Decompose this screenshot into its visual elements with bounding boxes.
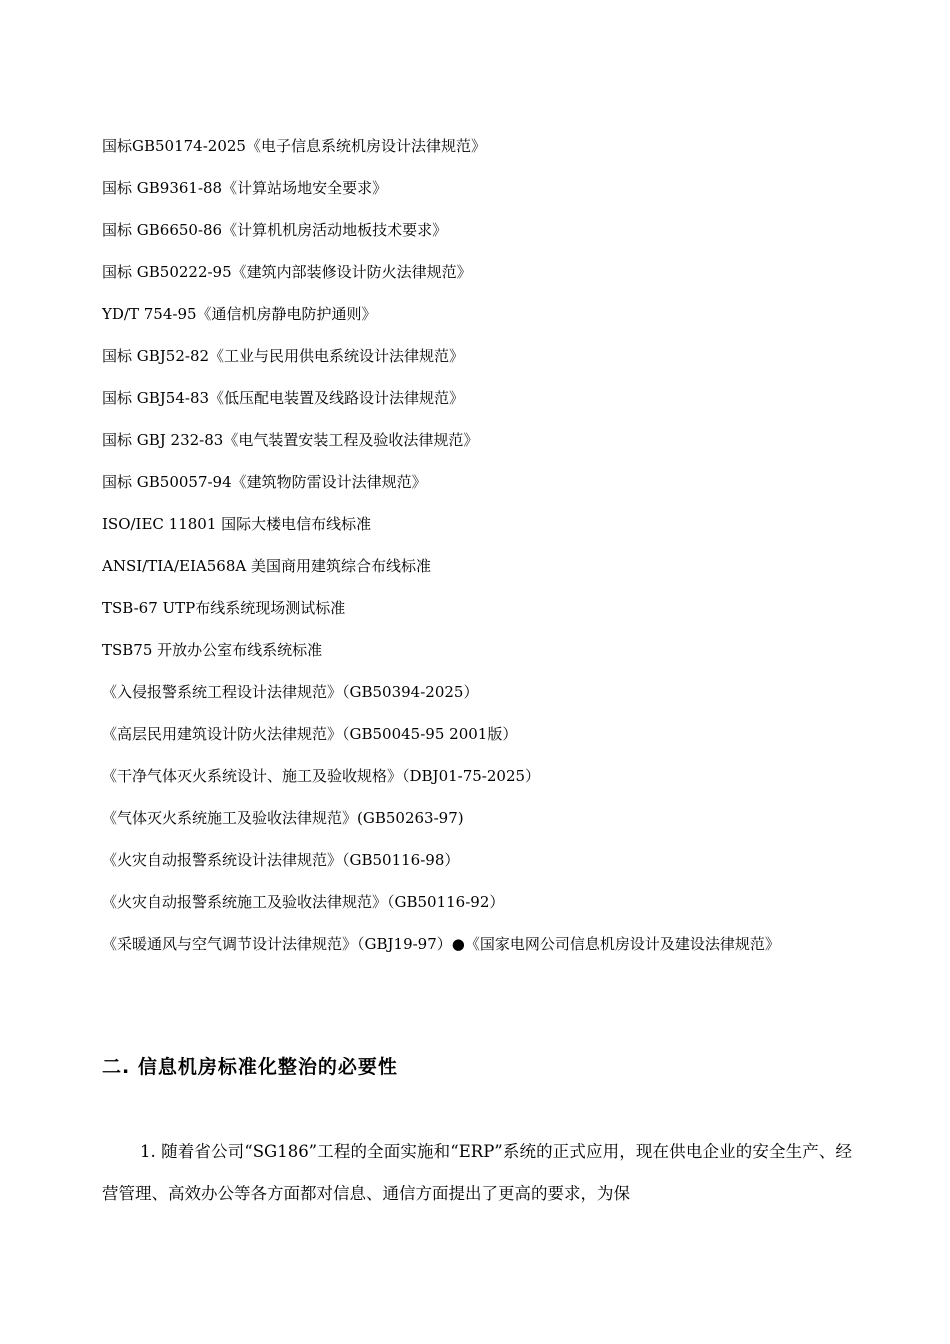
standard-item: 国标GB50174-2025《电子信息系统机房设计法律规范》 (102, 137, 486, 155)
standard-item: 国标 GB50222-95《建筑内部装修设计防火法律规范》 (102, 263, 472, 281)
standard-item: 《入侵报警系统工程设计法律规范》（GB50394-2025） (102, 683, 479, 701)
standard-item: TSB-67 UTP布线系统现场测试标准 (102, 599, 346, 617)
standard-item: ANSI/TIA/EIA568A 美国商用建筑综合布线标准 (102, 557, 431, 575)
standard-item: 《干净气体灭火系统设计、施工及验收规格》（DBJ01-75-2025） (102, 767, 541, 785)
standard-item: 《火灾自动报警系统施工及验收法律规范》（GB50116-92） (102, 893, 505, 911)
standards-list (102, 135, 862, 976)
standard-item: TSB75 开放办公室布线系统标准 (102, 641, 323, 659)
standard-item: 《采暖通风与空气调节设计法律规范》（GBJ19-97）●《国家电网公司信息机房设计及建设法律规范》 (102, 935, 780, 953)
section-heading: 二. 信息机房标准化整治的必要性 (102, 1056, 398, 1078)
body-paragraph: 1. 随着省公司“SG186”工程的全面实施和“ERP”系统的正式应用，现在供电企业的安全生产、经营管理、高效办公等各方面都对信息、通信方面提出了更高的要求，为保 (102, 1142, 852, 1203)
standard-item: 国标 GB9361-88《计算站场地安全要求》 (102, 179, 388, 197)
standard-item: 《火灾自动报警系统设计法律规范》（GB50116-98） (102, 851, 460, 869)
standard-item: 国标 GBJ 232-83《电气装置安装工程及验收法律规范》 (102, 431, 479, 449)
standard-item: 国标 GB6650-86《计算机机房活动地板技术要求》 (102, 221, 448, 239)
standard-item: ISO/IEC 11801 国际大楼电信布线标准 (102, 515, 372, 533)
standard-item: YD/T 754-95《通信机房静电防护通则》 (102, 305, 377, 323)
standard-item: 国标 GB50057-94《建筑物防雷设计法律规范》 (102, 473, 427, 491)
standard-item: 《高层民用建筑设计防火法律规范》（GB50045-95 2001版） (102, 725, 518, 743)
standard-item: 《气体灭火系统施工及验收法律规范》(GB50263-97) (102, 809, 464, 827)
standard-item: 国标 GBJ52-82《工业与民用供电系统设计法律规范》 (102, 347, 465, 365)
standard-item: 国标 GBJ54-83《低压配电装置及线路设计法律规范》 (102, 389, 465, 407)
